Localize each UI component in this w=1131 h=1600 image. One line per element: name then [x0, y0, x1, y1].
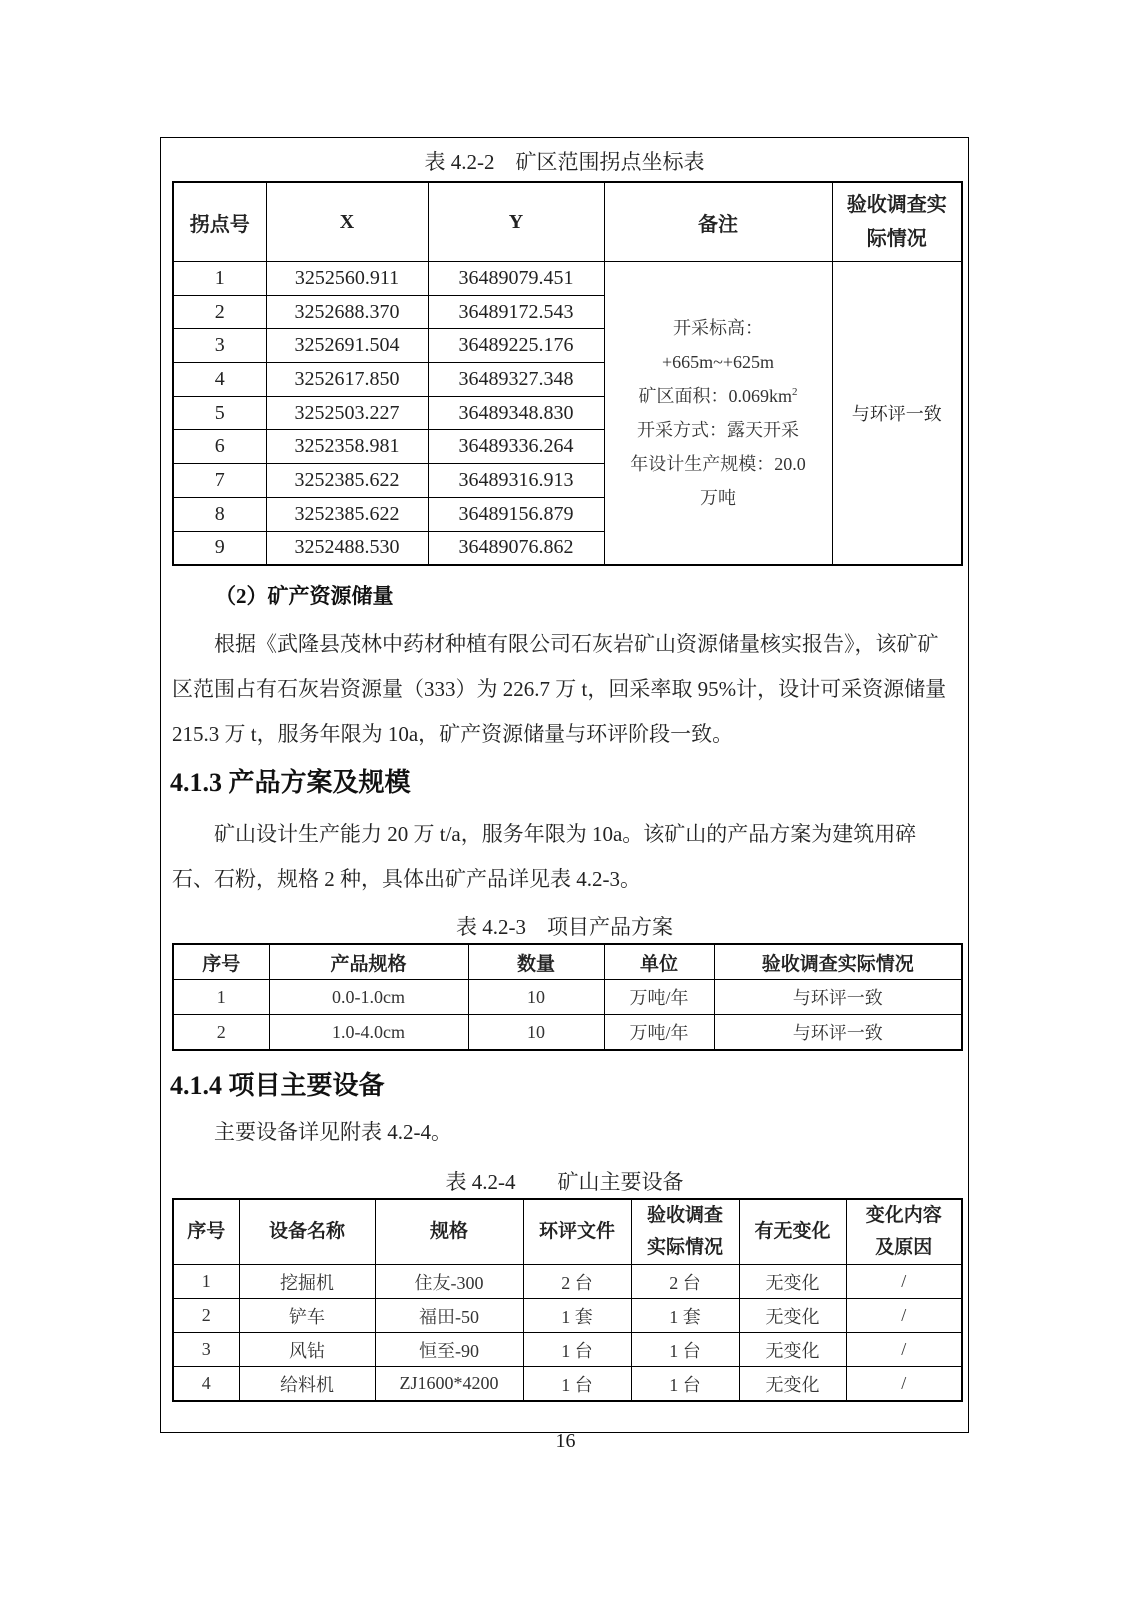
header-change-reason: 变化内容及原因 [846, 1199, 962, 1265]
cell-x: 3252617.850 [266, 363, 428, 397]
cell-actual: 与环评一致 [832, 262, 962, 566]
cell-y: 36489327.348 [428, 363, 604, 397]
cell-reason: / [846, 1333, 962, 1367]
cell-remark [604, 262, 832, 566]
table-header-row [173, 1199, 962, 1265]
cell-name: 风钻 [239, 1333, 375, 1367]
table-header-row [173, 944, 962, 980]
table-caption-coords: 表 4.2-2 矿区范围拐点坐标表 [424, 150, 705, 174]
table-caption-products: 表 4.2-3 项目产品方案 [456, 915, 673, 939]
table-caption-equipment: 表 4.2-4 矿山主要设备 [445, 1170, 684, 1194]
cell-name: 铲车 [239, 1299, 375, 1333]
header-changed: 有无变化 [739, 1199, 846, 1265]
cell-reason: / [846, 1265, 962, 1299]
remark-line: 开采方式：露天开采 [637, 420, 799, 441]
products-table [172, 943, 963, 1051]
cell-y: 36489172.543 [428, 295, 604, 329]
cell-spec: 住友-300 [375, 1265, 523, 1299]
cell-y: 36489079.451 [428, 262, 604, 296]
cell-no: 3 [173, 329, 266, 363]
remark-line: 矿区面积：$0.069km^2$ [638, 386, 798, 407]
cell-no: 3 [173, 1333, 239, 1367]
table-row [173, 262, 962, 296]
header-spec: 产品规格 [269, 944, 468, 980]
table-header-row [173, 182, 962, 262]
page-number: 16 [555, 1430, 576, 1452]
cell-no: 5 [173, 396, 266, 430]
cell-y: 36489336.264 [428, 430, 604, 464]
header-actual: 验收调查实际情况 [714, 944, 962, 980]
header-unit: 单位 [604, 944, 714, 980]
cell-eia: 2 台 [523, 1265, 631, 1299]
cell-spec: 0.0-1.0cm [269, 980, 468, 1015]
cell-no: 1 [173, 262, 266, 296]
paragraph-equipment: 主要设备详见附表 4.2-4。 [214, 1120, 452, 1144]
cell-quantity: 10 [468, 1015, 604, 1051]
cell-x: 3252688.370 [266, 295, 428, 329]
cell-x: 3252385.622 [266, 464, 428, 498]
cell-spec: 1.0-4.0cm [269, 1015, 468, 1051]
coords-table [172, 181, 963, 566]
cell-eia: 1 套 [523, 1299, 631, 1333]
header-eia: 环评文件 [523, 1199, 631, 1265]
paragraph-products: 矿山设计生产能力 20 万 t/a，服务年限为 10a。该矿山的产品方案为建筑用碎石、石粉，规格 2 种，具体出矿产品详见表 4.2-3。 [172, 822, 917, 891]
header-remark: 备注 [604, 182, 832, 262]
remark-line: 年设计生产规模：20.0 [630, 454, 806, 475]
cell-x: 3252691.504 [266, 329, 428, 363]
cell-name: 挖掘机 [239, 1265, 375, 1299]
paragraph-reserves: 根据《武隆县茂林中药材种植有限公司石灰岩矿山资源储量核实报告》，该矿矿区范围占有石灰岩资源量（333）为 226.7 万 t，回采率取 95%计，设计可采资源储量 215.3 万 t，服务年限为 10a，矿产资源储量与环评阶段一致。 [172, 632, 947, 746]
cell-no: 2 [173, 1299, 239, 1333]
cell-y: 36489316.913 [428, 464, 604, 498]
remark-line: +665m~+625m [661, 352, 775, 373]
header-actual: 验收调查实际情况 [832, 182, 962, 262]
cell-x: 3252488.530 [266, 531, 428, 565]
remark-line: 万吨 [700, 488, 736, 509]
header-spec: 规格 [375, 1199, 523, 1265]
table-row [173, 1367, 962, 1402]
cell-actual: 1 台 [631, 1367, 739, 1402]
cell-changed: 无变化 [739, 1265, 846, 1299]
cell-actual: 1 台 [631, 1333, 739, 1367]
cell-actual: 与环评一致 [714, 980, 962, 1015]
cell-y: 36489076.862 [428, 531, 604, 565]
superscript: 2 [792, 386, 798, 399]
header-y: Y [428, 182, 604, 262]
cell-changed: 无变化 [739, 1333, 846, 1367]
cell-reason: / [846, 1299, 962, 1333]
cell-no: 1 [173, 1265, 239, 1299]
header-actual: 验收调查实际情况 [631, 1199, 739, 1265]
subsection-heading-reserves: （2）矿产资源储量 [215, 584, 394, 608]
cell-changed: 无变化 [739, 1299, 846, 1333]
table-row [173, 1299, 962, 1333]
cell-x: 3252503.227 [266, 396, 428, 430]
table-row [173, 1015, 962, 1051]
table-row [173, 980, 962, 1015]
section-heading-4-1-4: 4.1.4 项目主要设备 [170, 1071, 385, 1100]
section-heading-4-1-3: 4.1.3 产品方案及规模 [170, 768, 411, 797]
cell-reason: / [846, 1367, 962, 1402]
cell-y: 36489156.879 [428, 497, 604, 531]
cell-no: 9 [173, 531, 266, 565]
cell-actual: 1 套 [631, 1299, 739, 1333]
cell-actual: 与环评一致 [714, 1015, 962, 1051]
header-no: 序号 [173, 944, 269, 980]
cell-changed: 无变化 [739, 1367, 846, 1402]
cell-x: 3252560.911 [266, 262, 428, 296]
equipment-table [172, 1198, 963, 1402]
cell-no: 8 [173, 497, 266, 531]
cell-actual: 2 台 [631, 1265, 739, 1299]
cell-no: 2 [173, 1015, 269, 1051]
cell-no: 4 [173, 363, 266, 397]
cell-no: 6 [173, 430, 266, 464]
cell-y: 36489225.176 [428, 329, 604, 363]
cell-spec: 恒至-90 [375, 1333, 523, 1367]
cell-x: 3252358.981 [266, 430, 428, 464]
cell-no: 7 [173, 464, 266, 498]
cell-no: 4 [173, 1367, 239, 1402]
cell-name: 给料机 [239, 1367, 375, 1402]
header-x: X [266, 182, 428, 262]
header-name: 设备名称 [239, 1199, 375, 1265]
header-no: 序号 [173, 1199, 239, 1265]
cell-spec: 福田-50 [375, 1299, 523, 1333]
table-row [173, 1265, 962, 1299]
remark-line: 开采标高： [673, 318, 763, 339]
cell-unit: 万吨/年 [604, 980, 714, 1015]
cell-no: 2 [173, 295, 266, 329]
cell-y: 36489348.830 [428, 396, 604, 430]
cell-unit: 万吨/年 [604, 1015, 714, 1051]
cell-x: 3252385.622 [266, 497, 428, 531]
cell-eia: 1 台 [523, 1333, 631, 1367]
header-point-no: 拐点号 [173, 182, 266, 262]
table-row [173, 1333, 962, 1367]
cell-spec: ZJ1600*4200 [375, 1367, 523, 1402]
header-quantity: 数量 [468, 944, 604, 980]
cell-no: 1 [173, 980, 269, 1015]
cell-quantity: 10 [468, 980, 604, 1015]
cell-eia: 1 台 [523, 1367, 631, 1402]
